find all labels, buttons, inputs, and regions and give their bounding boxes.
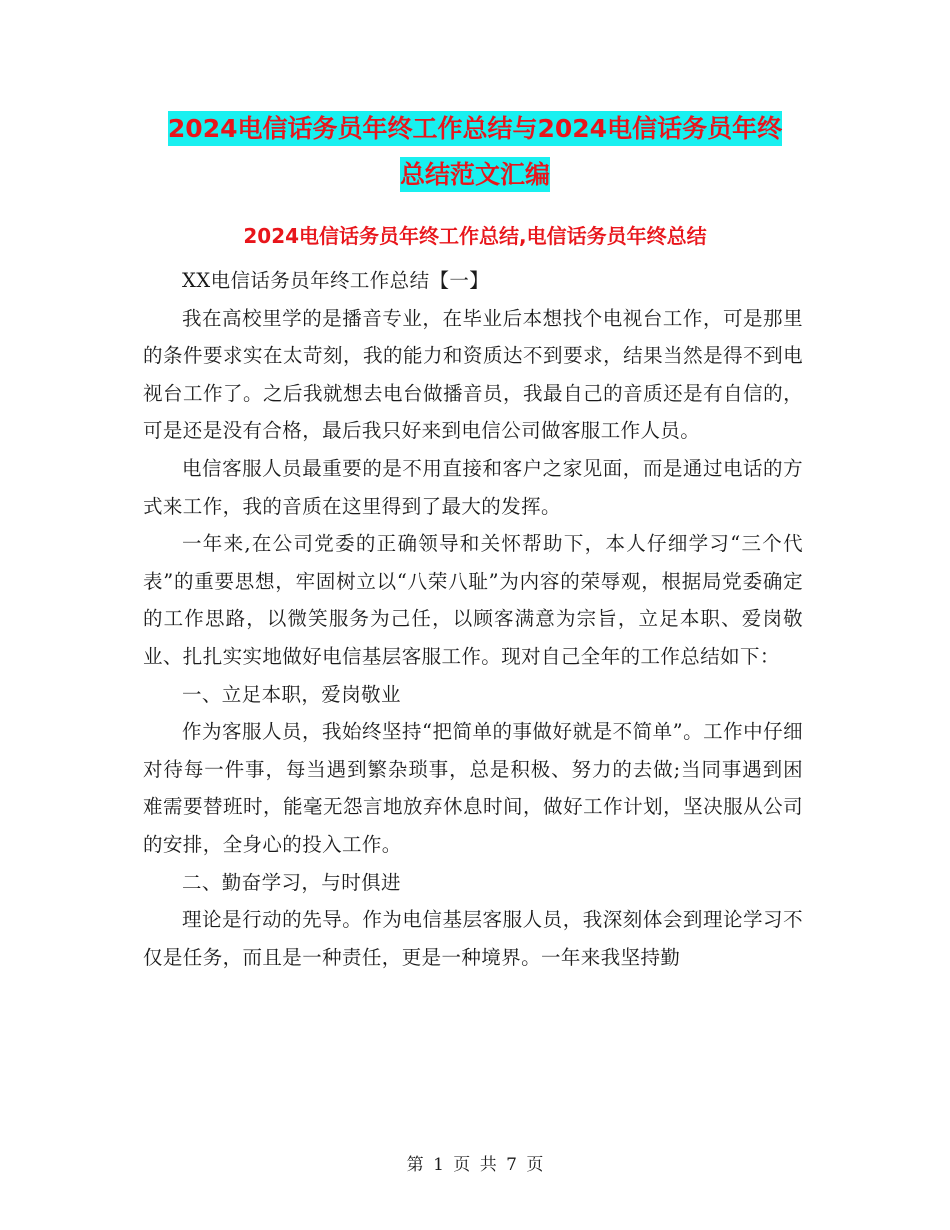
document-body	[143, 262, 803, 976]
section-heading: 一、立足本职，爱岗敬业	[182, 682, 401, 706]
body-paragraph: 作为客服人员，我始终坚持“把简单的事做好就是不简单”。工作中仔细对待每一件事，每当遇到繁杂琐事，总是积极、努力的去做;当同事遇到困难需要替班时，能毫无怨言地放弃休息时间，做好工作计划，坚决服从公司的安排，全身心的投入工作。	[143, 720, 803, 856]
page-number-footer: 第 1 页 共 7 页	[406, 1155, 544, 1175]
section-heading: 二、勤奋学习，与时俱进	[182, 870, 401, 894]
title-line-1: 2024电信话务员年终工作总结与2024电信话务员年终	[168, 111, 782, 146]
body-paragraph: 一年来,在公司党委的正确领导和关怀帮助下，本人仔细学习“三个代表”的重要思想，牢固树立以“八荣八耻”为内容的荣辱观，根据局党委确定的工作思路，以微笑服务为己任，以顾客满意为宗旨，立足本职、爱岗敬业、扎扎实实地做好电信基层客服工作。现对自己全年的工作总结如下：	[143, 532, 803, 668]
body-paragraph: 电信客服人员最重要的是不用直接和客户之家见面，而是通过电话的方式来工作，我的音质在这里得到了最大的发挥。	[143, 456, 803, 518]
title-line-2: 总结范文汇编	[400, 157, 550, 192]
body-paragraph: 理论是行动的先导。作为电信基层客服人员，我深刻体会到理论学习不仅是任务，而且是一种责任，更是一种境界。一年来我坚持勤	[143, 908, 803, 969]
document-subtitle: 2024电信话务员年终工作总结,电信话务员年终总结	[243, 224, 707, 248]
document-title	[140, 106, 810, 198]
section-heading: XX电信话务员年终工作总结【一】	[182, 269, 490, 292]
body-paragraph: 我在高校里学的是播音专业，在毕业后本想找个电视台工作，可是那里的条件要求实在太苛刻，我的能力和资质达不到要求，结果当然是得不到电视台工作了。之后我就想去电台做播音员，我最自己的音质还是有自信的，可是还是没有合格，最后我只好来到电信公司做客服工作人员。	[143, 306, 803, 443]
